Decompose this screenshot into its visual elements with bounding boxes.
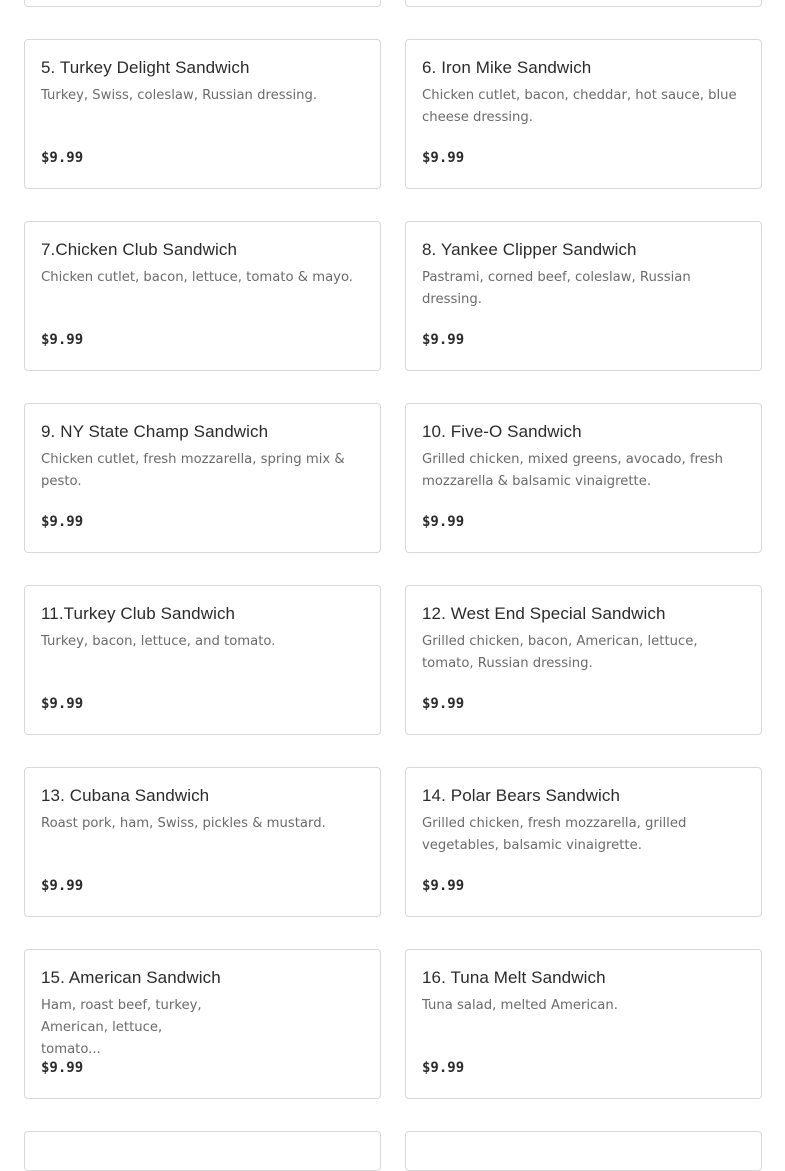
menu-item-name: 5. Turkey Delight Sandwich [41, 58, 250, 77]
menu-item-description: Grilled chicken, bacon, American, lettuce, tomato, Russian dressing. [422, 634, 698, 671]
menu-item-card[interactable] [24, 39, 381, 189]
menu-item-price: $9.99 [422, 332, 465, 348]
menu-item-description: Grilled chicken, mixed greens, avocado, fresh mozzarella & balsamic vinaigrette. [422, 452, 724, 489]
menu-item-description: Roast pork, ham, Swiss, pickles & mustard. [41, 816, 326, 831]
menu-item-name: 16. Tuna Melt Sandwich [422, 968, 606, 987]
menu-item-price: $9.99 [422, 878, 465, 894]
menu-item-price: $9.99 [41, 1060, 84, 1076]
menu-item-card-partial-top-right[interactable] [405, 0, 762, 7]
menu-item-name: 10. Five-O Sandwich [422, 422, 582, 441]
menu-item-name: 8. Yankee Clipper Sandwich [422, 240, 637, 259]
menu-item-card[interactable] [24, 585, 381, 735]
menu-item-description: Grilled chicken, fresh mozzarella, grilled vegetables, balsamic vinaigrette. [422, 816, 687, 853]
menu-item-name: 11.Turkey Club Sandwich [41, 604, 236, 623]
menu-item-card-partial-bottom-left[interactable] [24, 1131, 381, 1171]
menu-item-card[interactable] [405, 949, 762, 1099]
menu-item-name: 14. Polar Bears Sandwich [422, 786, 621, 805]
menu-item-card[interactable] [405, 585, 762, 735]
menu-item-card[interactable] [405, 403, 762, 553]
menu-item-price: $9.99 [41, 150, 84, 166]
menu-item-card-partial-top-left[interactable] [24, 0, 381, 7]
menu-item-price: $9.99 [422, 1060, 465, 1076]
menu-item-description: Chicken cutlet, fresh mozzarella, spring mix & pesto. [41, 452, 345, 489]
menu-item-name: 9. NY State Champ Sandwich [41, 422, 269, 441]
menu-item-description: Chicken cutlet, bacon, cheddar, hot sauce, blue cheese dressing. [422, 88, 737, 125]
menu-item-price: $9.99 [41, 878, 84, 894]
menu-item-description: Pastrami, corned beef, coleslaw, Russian dressing. [422, 270, 691, 307]
menu-item-card-partial-bottom-right[interactable] [405, 1131, 762, 1171]
menu-item-name: 7.Chicken Club Sandwich [41, 240, 238, 259]
menu-item-card[interactable] [405, 221, 762, 371]
menu-item-card[interactable] [24, 403, 381, 553]
menu-item-price: $9.99 [41, 332, 84, 348]
menu-item-card[interactable] [24, 949, 381, 1099]
menu-item-card[interactable] [405, 767, 762, 917]
menu-item-card[interactable] [405, 39, 762, 189]
menu-item-price: $9.99 [422, 150, 465, 166]
menu-item-price: $9.99 [422, 696, 465, 712]
menu-item-card[interactable] [24, 221, 381, 371]
menu-item-description: Ham, roast beef, turkey, American, lettuce, tomato... [41, 998, 202, 1057]
menu-item-name: 12. West End Special Sandwich [422, 604, 666, 623]
menu-item-name: 13. Cubana Sandwich [41, 786, 210, 805]
menu-item-description: Tuna salad, melted American. [422, 998, 618, 1013]
menu-item-description: Turkey, bacon, lettuce, and tomato. [41, 634, 276, 649]
menu-item-price: $9.99 [422, 514, 465, 530]
menu-item-name: 6. Iron Mike Sandwich [422, 58, 592, 77]
menu-item-description: Turkey, Swiss, coleslaw, Russian dressing. [41, 88, 318, 103]
menu-item-price: $9.99 [41, 696, 84, 712]
menu-item-price: $9.99 [41, 514, 84, 530]
menu-item-description: Chicken cutlet, bacon, lettuce, tomato & mayo. [41, 270, 353, 285]
menu-item-card[interactable] [24, 767, 381, 917]
menu-item-name: 15. American Sandwich [41, 968, 221, 987]
